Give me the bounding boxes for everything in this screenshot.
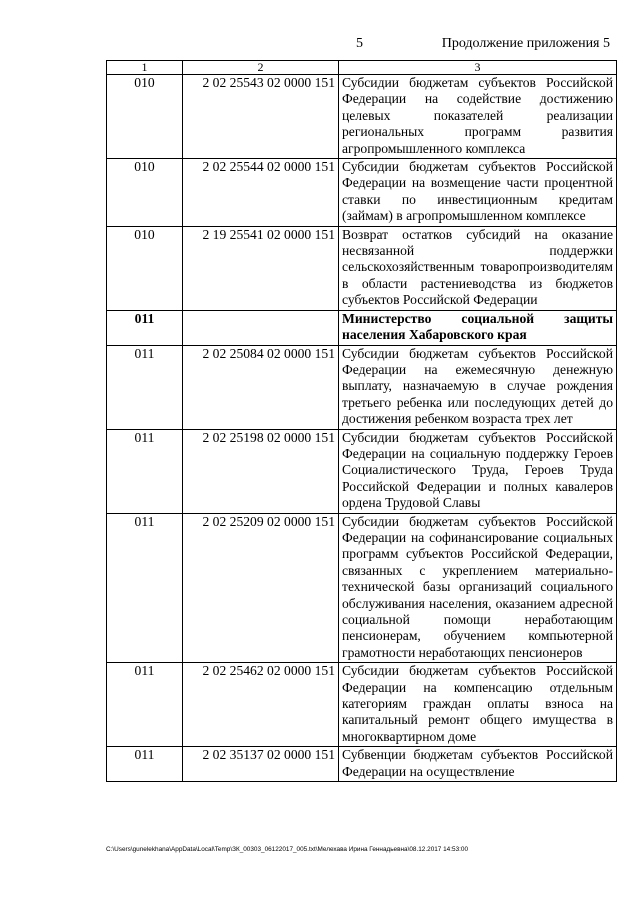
table-row xyxy=(107,513,617,663)
description-cell: Субсидии бюджетам субъектов Российской Федерации на компенсацию отдельным категориям граждан оплаты взноса на капитальный ремонт общего имущества в многоквартирном доме xyxy=(339,663,617,747)
table-row xyxy=(107,345,617,429)
description-cell: Министерство социальной защиты населения Хабаровского края xyxy=(339,310,617,345)
admin-code-cell: 011 xyxy=(107,310,183,345)
admin-code-cell: 010 xyxy=(107,75,183,159)
budget-code-cell: 2 02 25084 02 0000 151 xyxy=(183,345,339,429)
admin-code-cell: 011 xyxy=(107,513,183,663)
continuation-label: Продолжение приложения 5 xyxy=(441,36,610,51)
table-row xyxy=(107,159,617,227)
budget-code-cell: 2 02 25544 02 0000 151 xyxy=(183,159,339,227)
budget-codes-table xyxy=(106,60,617,782)
admin-code-cell: 010 xyxy=(107,226,183,310)
description-cell: Субсидии бюджетам субъектов Российской Федерации на ежемесячную денежную выплату, назначаемую в случае рождения третьего ребенка или последующих детей до достижения ребенком возраста трех лет xyxy=(339,345,617,429)
page-header xyxy=(0,36,640,56)
admin-code-cell: 010 xyxy=(107,159,183,227)
budget-code-cell: 2 19 25541 02 0000 151 xyxy=(183,226,339,310)
column-number-row xyxy=(107,61,617,75)
table-row xyxy=(107,747,617,782)
table-row xyxy=(107,75,617,159)
description-cell: Возврат остатков субсидий на оказание несвязанной поддержки сельскохозяйственным товаропроизводителям в области растениеводства из бюджетов субъектов Российской Федерации xyxy=(339,226,617,310)
admin-code-cell: 011 xyxy=(107,429,183,513)
table-row xyxy=(107,429,617,513)
table-row xyxy=(107,310,617,345)
table-row xyxy=(107,226,617,310)
budget-code-cell: 2 02 25209 02 0000 151 xyxy=(183,513,339,663)
description-cell: Субвенции бюджетам субъектов Российской Федерации на осуществление xyxy=(339,747,617,782)
footer-file-path: C:\Users\gunelekhana\AppData\Local\Temp\ЗК_00303_06122017_005.txt\Мелехава Ирина Геннадьевна\08.12.2017 14:53:00 xyxy=(106,846,469,853)
admin-code-cell: 011 xyxy=(107,663,183,747)
budget-code-cell: 2 02 25198 02 0000 151 xyxy=(183,429,339,513)
description-cell: Субсидии бюджетам субъектов Российской Федерации на возмещение части процентной ставки по инвестиционным кредитам (займам) в агропромышленном комплексе xyxy=(339,159,617,227)
column-header-1: 1 xyxy=(107,61,183,75)
description-cell: Субсидии бюджетам субъектов Российской Федерации на социальную поддержку Героев Социалистического Труда, Героев Труда Российской Федерации и полных кавалеров ордена Трудовой Славы xyxy=(339,429,617,513)
table-row xyxy=(107,663,617,747)
column-header-2: 2 xyxy=(183,61,339,75)
page-number: 5 xyxy=(356,36,363,51)
admin-code-cell: 011 xyxy=(107,747,183,782)
budget-code-cell xyxy=(183,310,339,345)
description-cell: Субсидии бюджетам субъектов Российской Федерации на софинансирование социальных программ субъектов Российской Федерации, связанных с укреплением материально-технической базы организаций социального обслуживания населения, оказанием адресной социальной помощи неработающим пенсионерам, обучением компьютерной грамотности неработающих пенсионеров xyxy=(339,513,617,663)
table-body xyxy=(107,61,617,782)
budget-code-cell: 2 02 25543 02 0000 151 xyxy=(183,75,339,159)
budget-code-cell: 2 02 35137 02 0000 151 xyxy=(183,747,339,782)
column-header-3: 3 xyxy=(339,61,617,75)
admin-code-cell: 011 xyxy=(107,345,183,429)
budget-code-cell: 2 02 25462 02 0000 151 xyxy=(183,663,339,747)
description-cell: Субсидии бюджетам субъектов Российской Федерации на содействие достижению целевых показателей реализации региональных программ развития агропромышленного комплекса xyxy=(339,75,617,159)
